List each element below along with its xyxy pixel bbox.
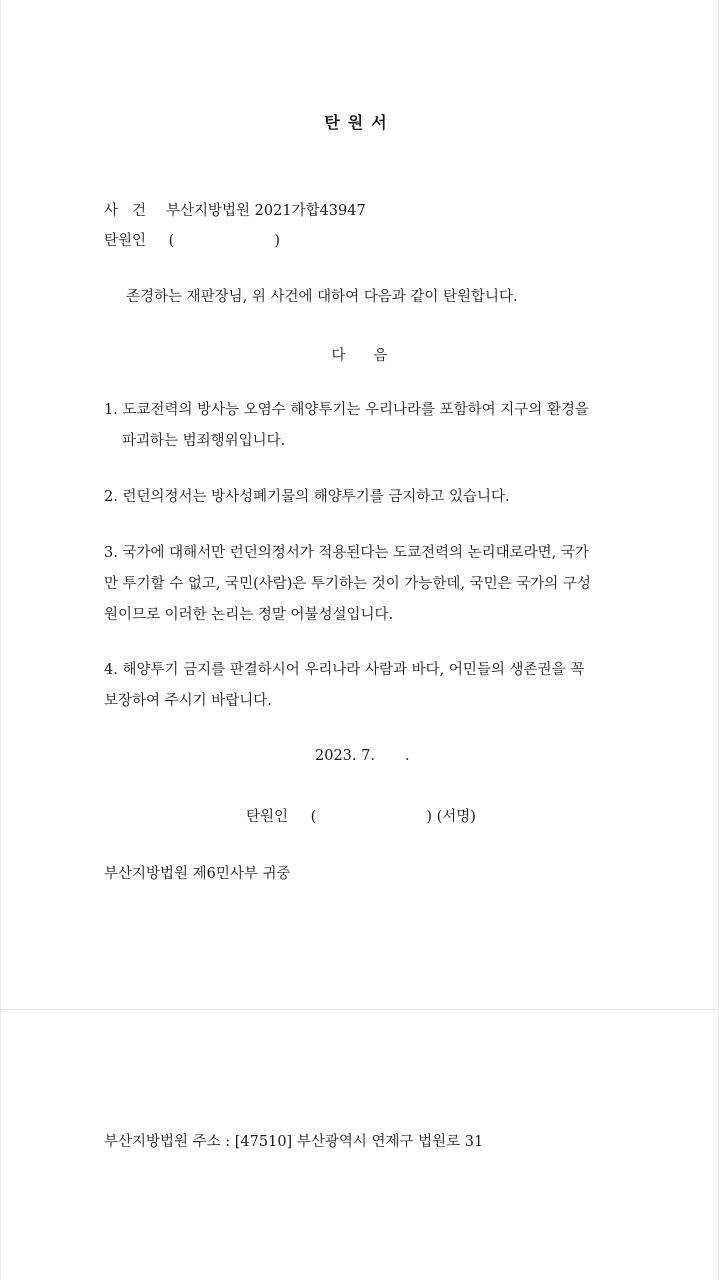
item-3-line-3: 원이므로 이러한 논리는 정말 어불성설입니다. — [104, 607, 394, 623]
page-edge-left — [0, 0, 1, 1280]
section-heading: 다음 — [331, 348, 416, 364]
item-2 — [104, 482, 616, 513]
date-prefix: 2023. 7. — [315, 748, 375, 764]
sign-paren-open: ( — [310, 809, 317, 825]
petitioner-label: 탄원인 — [104, 233, 147, 249]
item-1-line-1: 1. 도쿄전력의 방사능 오염수 해양투기는 우리나라를 포함하여 지구의 환경을 — [104, 402, 589, 418]
sign-paren-close: ) (서명) — [426, 809, 476, 825]
item-3 — [104, 538, 616, 631]
page-divider — [0, 1009, 719, 1010]
date-suffix: . — [404, 748, 410, 764]
item-2-line-1: 2. 런던의정서는 방사성폐기물의 해양투기를 금지하고 있습니다. — [104, 489, 510, 505]
case-line — [104, 199, 366, 220]
item-1 — [104, 395, 616, 457]
petitioner-paren-open: ( — [168, 233, 175, 249]
footer-address: 부산지방법원 주소 : [47510] 부산광역시 연제구 법원로 31 — [104, 1134, 484, 1150]
item-4 — [104, 655, 616, 717]
item-4-line-2: 보장하여 주시기 바랍니다. — [104, 693, 272, 709]
item-1-line-2: 파괴하는 범죄행위입니다. — [122, 433, 286, 449]
date-line — [315, 748, 410, 764]
greeting-text: 존경하는 재판장님, 위 사건에 대하여 다음과 같이 탄원합니다. — [126, 289, 518, 305]
item-3-line-1: 3. 국가에 대해서만 런던의정서가 적용된다는 도쿄전력의 논리대로라면, 국가 — [104, 545, 589, 561]
petitioner-line — [104, 229, 280, 250]
item-3-line-2: 만 투기할 수 없고, 국민(사람)은 투기하는 것이 가능한데, 국민은 국가의 구성 — [104, 576, 591, 592]
item-4-line-1: 4. 해양투기 금지를 판결하시어 우리나라 사람과 바다, 어민들의 생존권을 꼭 — [104, 662, 585, 678]
petitioner-paren-close: ) — [274, 233, 280, 249]
case-label: 사건 — [104, 203, 161, 219]
sign-label: 탄원인 — [246, 809, 289, 825]
signature-line — [246, 805, 476, 826]
case-number: 부산지방법원 2021가합43947 — [166, 203, 366, 219]
addressee-line: 부산지방법원 제6민사부 귀중 — [104, 866, 291, 882]
document-title: 탄원서 — [324, 113, 395, 132]
